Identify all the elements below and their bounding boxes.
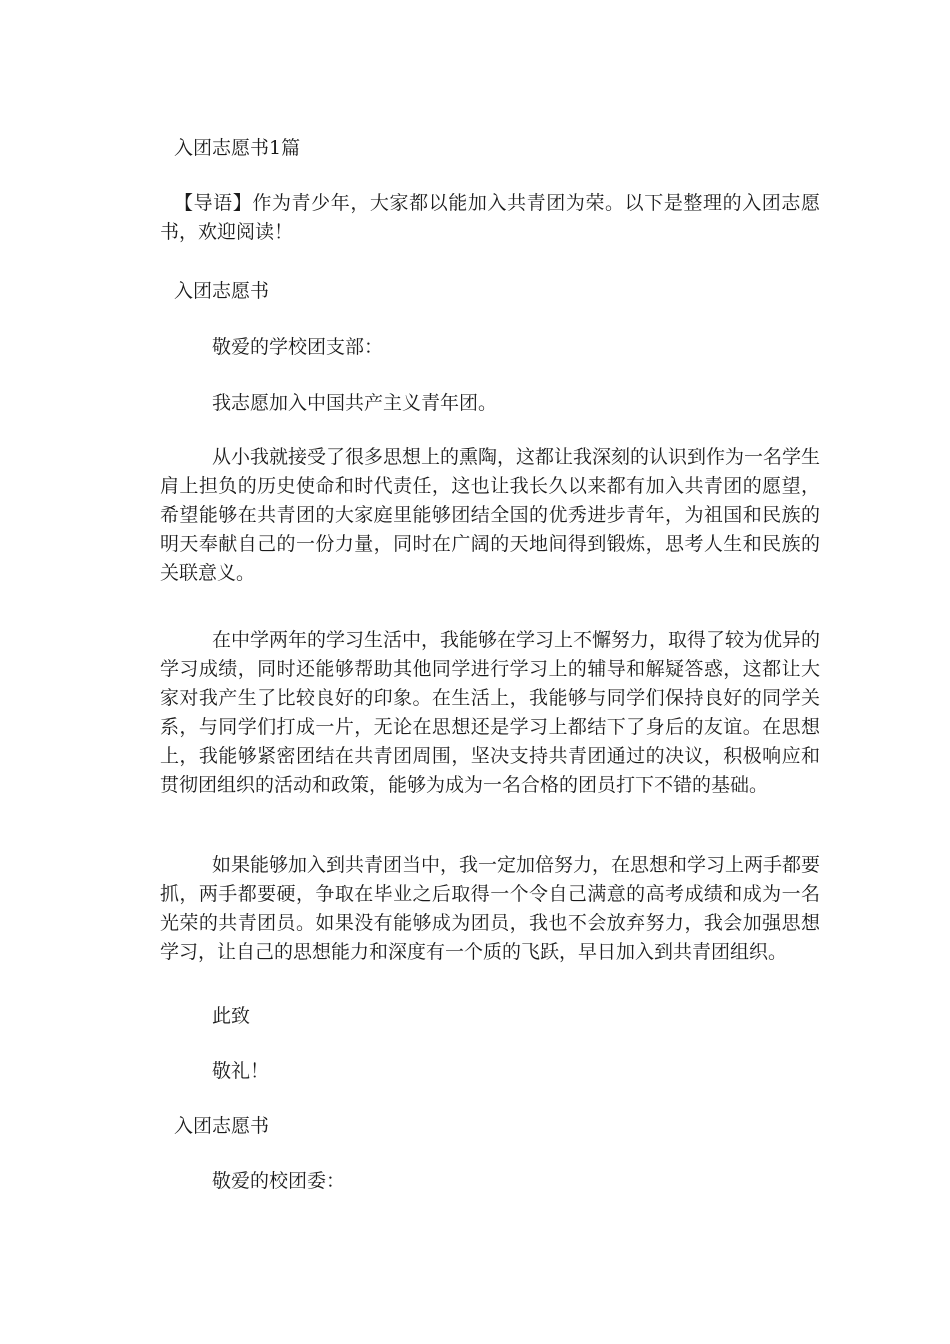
letter1-title: 入团志愿书 — [174, 280, 270, 302]
document-heading: 入团志愿书1篇 — [174, 137, 301, 159]
intro-paragraph: 【导语】作为青少年，大家都以能加入共青团为荣。以下是整理的入团志愿书，欢迎阅读！ — [160, 192, 820, 243]
letter1-closing-2: 敬礼！ — [212, 1060, 270, 1082]
letter1-closing-1: 此致 — [212, 1005, 251, 1027]
letter1-paragraph-4: 如果能够加入到共青团当中，我一定加倍努力，在思想和学习上两手都要抓，两手都要硬，争取在毕业之后取得一个令自己满意的高考成绩和成为一名光荣的共青团员。如果没有能够成为团员，我也不会放弃努力，我会加强思想学习，让自己的思想能力和深度有一个质的飞跃，早日加入到共青团组织。 — [160, 854, 821, 963]
letter1-salutation: 敬爱的学校团支部： — [212, 336, 384, 358]
letter1-paragraph-1: 我志愿加入中国共产主义青年团。 — [212, 392, 498, 414]
letter2-salutation: 敬爱的校团委： — [212, 1170, 346, 1192]
letter1-paragraph-3: 在中学两年的学习生活中，我能够在学习上不懈努力，取得了较为优异的学习成绩，同时还能够帮助其他同学进行学习上的辅导和解疑答惑，这都让大家对我产生了比较良好的印象。在生活上，我能够与同学们保持良好的同学关系，与同学们打成一片，无论在思想还是学习上都结下了身后的友谊。在思想上，我能够紧密团结在共青团周围，坚决支持共青团通过的决议，积极响应和贯彻团组织的活动和政策，能够为成为一名合格的团员打下不错的基础。 — [160, 629, 821, 796]
letter2-title: 入团志愿书 — [174, 1115, 270, 1137]
letter1-paragraph-2: 从小我就接受了很多思想上的熏陶，这都让我深刻的认识到作为一名学生肩上担负的历史使命和时代责任，这也让我长久以来都有加入共青团的愿望，希望能够在共青团的大家庭里能够团结全国的优秀进步青年，为祖国和民族的明天奉献自己的一份力量，同时在广阔的天地间得到锻炼，思考人生和民族的关联意义。 — [160, 446, 821, 584]
